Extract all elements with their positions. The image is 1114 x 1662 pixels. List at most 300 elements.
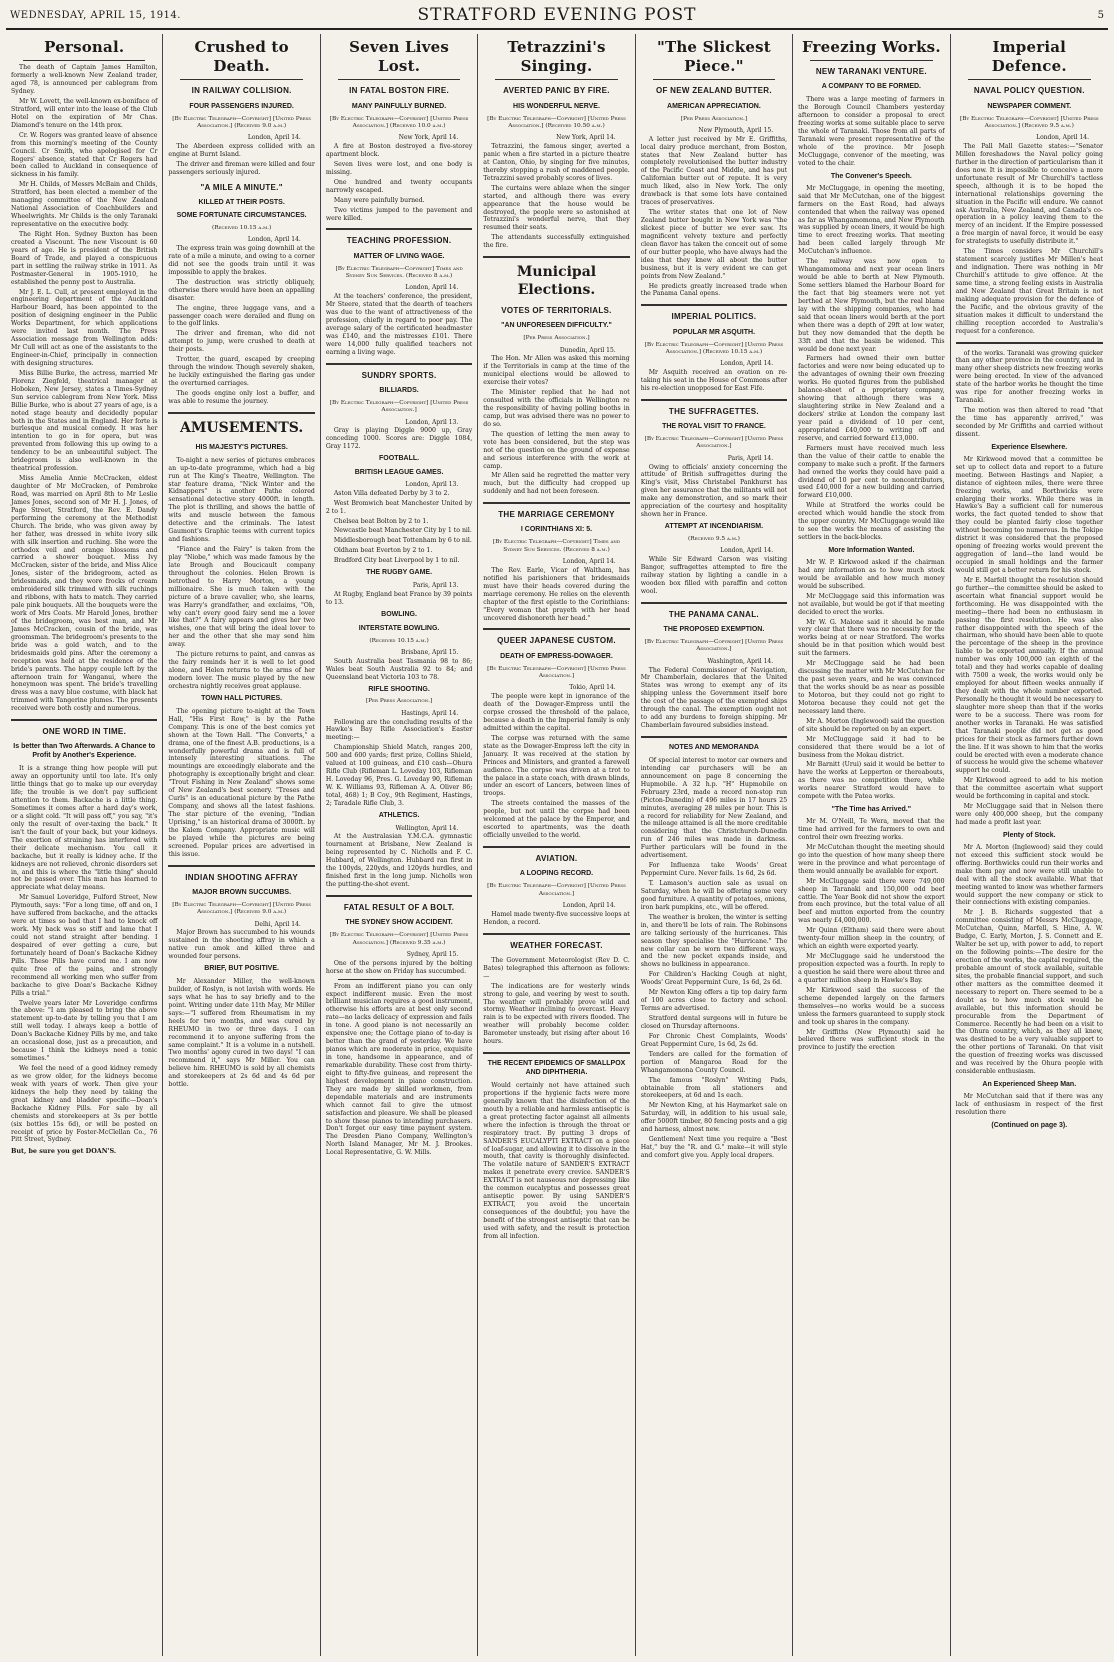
article-paragraph: For Chronic Chest Complaints, Woods' Great Peppermint Cure, 1s 6d, 2s 6d. (640, 1032, 788, 1048)
article-paragraph: The Rev. Earle, Vicar of Waltham, has notified his parishioners that bridesmaids must have their heads covered during the marriage ceremony. He relies on the eleventh chapter of the first epistle to the Corinthians: "Every woman that prayeth with her head uncovered dishonoreth her head." (483, 566, 630, 622)
article-paragraph: Newcastle beat Manchester City by 1 to nil. (333, 527, 472, 535)
imperial-defence-credit: [By Electric Telegraph—Copyright] [United Press Association.] (Received 9.5 a.m.) (959, 115, 1099, 129)
teaching-dateline: London, April 14. (405, 284, 459, 292)
seven-lives-dateline: New York, April 14. (398, 134, 459, 142)
slickest-headline: "The Slickest Piece." (656, 38, 771, 76)
article-paragraph: Mr McCutchan said that if there was any lack of enthusiasm in respect of the first resolution there (955, 1093, 1103, 1116)
bowling-body (326, 658, 472, 682)
more-info-body (798, 559, 944, 801)
brief-positive-head: BRIEF, BUT POSITIVE. (204, 965, 279, 973)
bowling-head: BOWLING. (381, 610, 417, 618)
incendiarism-dateline: London, April 14. (720, 547, 774, 555)
article-paragraph: Owing to officials' anxiety concerning the attitude of British suffragettes during the King's visit, Miss Christabel Pankhurst has given her assurance that the militants will not make any demonstration, and so mark their appreciation of the courtesy and hospitality shown her in France. (640, 463, 788, 519)
divider (23, 60, 145, 61)
queer-custom-credit: [By Electric Telegraph—Copyright] [United Press Association.] (487, 665, 626, 680)
tetrazzini-credit: [By Electric Telegraph—Copyright] [United Press Association.] (Received 10.50 a.m.) (487, 115, 626, 129)
article-paragraph: One of the persons injured by the bolting horse at the show on Friday has succumbed. (325, 959, 473, 975)
municipal-dateline: Dunedin, April 15. (559, 346, 616, 354)
aviation-dateline: London, April 14. (562, 902, 616, 910)
article-paragraph: The curtains were ablaze when the singer started, and although there was every appearance that the house would be destroyed, the people were so astonished at Tetrazzini's wonderful nerve, that they resumed their seats. (483, 184, 630, 232)
article-paragraph: Mr A. Morton (Inglewood) said the question of site should be reported on by an expert. (798, 717, 945, 733)
article-paragraph: The Right Hon. Sydney Buxton has been created a Viscount. The new Viscount is 60 years of age. He is president of the British Board of Trade, and played a conspicuous part in settling the railway strike in 1911. As Postmaster-General in 1905-1910, he established the penny post to Australia. (11, 230, 158, 286)
column-personal (6, 34, 163, 1656)
article-paragraph: Mr Kirkwood moved that a committee be set up to collect data and report to a future meeting. Between Hastings and Napier, a distance of eighteen miles, there were three freezing works, and Borthwicks were enlarging their works. While there was in Hawke's Bay a sufficient call for numerous works, the fact quoted tended to show that they could be planted fairly close together without becoming too numerous. In the Tokipe district it was considered that the proposed opening of freezing works would prevent the aggregation of land—the land would be occupied in small holdings and the farmer would still get a better return for his stock. (955, 455, 1103, 574)
marriage-head: THE MARRIAGE CEREMONY (498, 510, 615, 520)
slickest-subdeck: AMERICAN APPRECIATION. (667, 102, 761, 110)
weather-head: WEATHER FORECAST. (510, 940, 603, 950)
imperial-defence-deck: NAVAL POLICY QUESTION. (973, 86, 1085, 96)
article-paragraph: Mr McCluggage said there were 749,000 sheep in Taranaki and 150,000 odd beef cattle. The Year Book did not show the export from each province, but the total value of all beef and mutton exported from the country was nearly £4,000,000. (798, 877, 945, 925)
divider (11, 719, 157, 721)
crushed-headline: Crushed to Death. (194, 38, 289, 76)
article-paragraph: To-night a new series of pictures embraces an up-to-date programme, which had a big run at The King's Theatre, Wellington. The star feature drama, "Nick Winter and the Kidnappers" is another Pathe colored sensational detective story 4000ft. in length. The plot is thrilling, and shows the battle of wits and muscle between the famous detective and the criminals. The latest Gaumont's Graphic teems with current topics and fashions. (168, 456, 315, 544)
teaching-credit: [By Electric Telegraph—Copyright] Times and Sydney Sun Services. (Received 8 a.m.) (335, 265, 463, 280)
article-paragraph: Mr W. Lovett, the well-known ex-boniface of Stratford, will enter into the lease of the Club Hotel on the expiration of Mr Chas. Diamond's tenure on the 14th prox. (11, 97, 158, 129)
aviation-head: AVIATION. (535, 854, 578, 864)
notes-memoranda-body (641, 757, 787, 1160)
article-paragraph: The Minister replied that he had not consulted with the officials in Wellington re the responsibility of having polling booths in camp, but was advised there was no power to do so. (483, 389, 630, 428)
article-paragraph: The writer states that one lot of New Zealand butter bought in New York was "the slickest piece of butter we ever saw. Its magnificent velvety texture and perfectly clean flavor has taken the conceit out of some of our butter people, who have always had the idea that they knew all about the butter business, but it is very evident we can get points from New Zealand." (640, 209, 788, 280)
divider (483, 628, 629, 630)
freezing-body (798, 96, 944, 167)
article-paragraph: The indications are for westerly winds strong to gale, and veering by west to south. The weather will probably prove wild and stormy. Weather inclining to overcast. Heavy rain is to be expected with rivers flooded. The weather will probably become colder. Barometer unsteady, but rising after about 16 hours. (483, 982, 630, 1046)
article-paragraph: Cr. W. Rogers was granted leave of absence from this morning's meeting of the County Council. Cr Smith, who apologised for Cr Rogers' absence, stated that Cr Rogers had been called to Auckland in consequence of sickness in his family. (11, 131, 158, 179)
doans-ad-headline: ONE WORD IN TIME. (42, 727, 127, 737)
article-paragraph: The express train was going downhill at the rate of a mile a minute, and owing to a corner did not see the goods train until it was impossible to apply the brakes. (168, 245, 315, 276)
divider (495, 79, 617, 80)
fatal-bolt-dateline: Sydney, April 15. (406, 951, 459, 959)
article-paragraph: The driver and fireman were killed and four passengers seriously injured. (168, 160, 315, 176)
time-arrived-head: "The Time has Arrived." (831, 806, 912, 814)
article-paragraph: Miss Amelia Annie McCracken, eldest daughter of Mr McCracken, of Pembroke Road, was married on April 8th to Mr Leslie James Jones, second son of Mr H. J. Jones, of Page Street, Stratford, the Rev. E. Dandy performing the ceremony at the Methodist Church. The bride, who was given away by her father, was dressed in white ivory silk with silk insertion and ruching. She wore the orthodox veil and orange blossoms and carried a shower bouquet. Miss Ivy McCracken, sister of the bride, and Miss Alice Jones, sister of the bridegroom, acted as bridesmaids, and they wore frocks of cream embroidered silk trimmed with silk ruchings and ribbons, with hats to match. They carried pale pink bouquets. All the bouquets were the work of Mrs Coats. Mr Harold Jones, brother of the bridegroom, was best man, and Mr James McCracken, cousin of the bride, was groomsman. The bridegroom's presents to the bride was a gold watch, and to the bridesmaids gold pins. After the ceremony a reception was held at the residence of the bride's parents. The happy couple left by the afternoon train for Wanganui, where the honeymoon was spent. The bride's travelling dress was a navy blue costume, with black hat trimmed with Tangerine plumes. The presents received were both costly and numerous. (11, 475, 158, 713)
time-arrived-body (798, 818, 944, 1052)
suffragettes-head: THE SUFFRAGETTES. (668, 406, 759, 416)
shooting-credit: [By Electric Telegraph—Copyright] [United Press Association.] (Received 9.0 a.m.) (172, 901, 311, 916)
brief-positive-body (168, 978, 314, 1089)
tetrazzini-subdeck: HIS WONDERFUL NERVE. (513, 102, 600, 110)
panama-deck: THE PROPOSED EXEMPTION. (663, 626, 765, 634)
article-paragraph: Trotter, the guard, escaped by creeping through the window. Though severely shaken, he luckily extinguished the flaring gas under the overturned carriages. (168, 356, 315, 388)
article-paragraph: Mr McCluggage said this information was not available, but would be got if that meeting decided to erect the works. (798, 592, 945, 616)
marriage-deck: I CORINTHIANS XI: 5. (520, 526, 593, 534)
page-number: 5 (1097, 10, 1104, 21)
article-paragraph: The opening picture to-night at the Town Hall, "His First Row," is by the Pathe Company. This is one of the best comics yet shown at the Town Hall. "The Converts," a drama, one of the finest A.B. productions, is a wonderfully powerful drama and is full of intensely interesting situations. The mountings are exceedingly elaborate and the photography is exceptionally bright and clear. "Trout Fishing in New Zealand" shows some of New Zealand's best scenery. "Treses and Curls" is an educational picture by the Pathe Company, and shows all the latest fashions. The star picture of the evening, "Indian Uprising," is an historical drama of 3000ft. by the Kalem Company. Appropriate music will be played while the pictures are being screened. Popular prices are advertised in this issue. (168, 707, 315, 858)
experience-elsewhere-body (956, 456, 1103, 827)
article-paragraph: Stratford dental surgeons will in future be closed on Thursday afternoons. (640, 1015, 788, 1030)
marriage-credit: [By Electric Telegraph—Copyright] Times and Sydney Sun Services. (Received 8 a.m.) (492, 539, 621, 553)
municipal-subdeck: "AN UNFORESEEN DIFFICULTY." (501, 322, 612, 330)
slickest-body (641, 136, 787, 299)
suffragettes-body (641, 464, 787, 520)
article-paragraph: The picture returns to paint, and canvas as the fairy reminds her it is well to let good alone, and Helen returns to the arms of her modern lover. The music played by the new orchestra nightly receives great applause. (168, 651, 315, 690)
divider (641, 304, 787, 306)
column-freezing (793, 34, 950, 1656)
freezing-subdeck: A COMPANY TO BE FORMED. (821, 83, 921, 91)
marriage-body (483, 567, 629, 623)
article-paragraph: The attendants successfully extinguished the fire. (483, 234, 630, 250)
marriage-dateline: London, April 14. (562, 558, 616, 566)
article-paragraph: Mr McCluggage said that in Nelson there were only 400,000 sheep, but the company had made a profit last year. (955, 803, 1103, 826)
article-paragraph: The Aberdeen express collided with an engine at Burnt Island. (168, 143, 315, 158)
article-paragraph: of the works. Taranaki was growing quicker than any other province in the country, and in many other sheep districts new freezing works were being erected. In view of the advanced state of the harbor works he thought the time was ripe for another freezing works in Taranaki. (955, 349, 1103, 405)
article-paragraph: The people were kept in ignorance of the death of the Dowager-Empress until the corpse crossed the threshold of the palace, because a death in the Imperial family is only admitted within the capital. (483, 693, 630, 732)
divider (483, 256, 629, 258)
plenty-stock-body (956, 844, 1103, 1076)
panama-dateline: Washington, April 14. (707, 657, 774, 665)
article-paragraph: The engine, three luggage vans, and a passenger coach were derailed and flung on to the golf links. (168, 304, 315, 328)
more-info-head: More Information Wanted. (828, 547, 915, 555)
article-paragraph: Farmers must have received much less than the value of their cattle to enable the company to make such a profit. If the farmers had owned the works they could have paid a dividend of 10 per cent to noncontributors, used £40,000 for a new building and carried forward £10,000. (798, 444, 945, 500)
article-paragraph: Hamel made twenty-five successive loops at Hendon, a record. (483, 910, 630, 926)
sheep-man-head: An Experienced Sheep Man. (982, 1081, 1077, 1089)
seven-lives-body (326, 143, 472, 222)
divider (326, 363, 472, 365)
imperial-defence-dateline: London, April 14. (1036, 134, 1089, 142)
panama-head: THE PANAMA CANAL. (668, 609, 759, 619)
article-paragraph: Of special interest to motor car owners and intending car purchasers will be an announcement on page 8 concerning the Hupmobile. A 32 h.p. "H" Hupmobile on February 23rd, made a record non-stop run (Picton-Dunedin) of 496 miles in 17 hours 25 minutes, averaging 28 miles per hour. This is a record for reliability for New Zealand, and the mileage attained is all the more creditable considering that the Christchurch-Dunedin run of 246 miles was made in darkness. Further particulars will be found in the advertisement. (640, 756, 788, 860)
municipal-deck: VOTES OF TERRITORIALS. (501, 306, 612, 316)
freezing-continued-body (956, 350, 1103, 439)
plenty-stock-head: Plenty of Stock. (1003, 831, 1056, 839)
suffragettes-credit: [By Electric Telegraph—Copyright] [United Press Association.] (644, 436, 784, 450)
athletics-body (326, 833, 472, 889)
suffragettes-dateline: Paris, April 14. (727, 454, 774, 462)
crushed-body (168, 143, 314, 177)
divider (326, 895, 472, 897)
divider (483, 846, 629, 848)
town-hall-head: TOWN HALL PICTURES. (201, 694, 283, 702)
article-paragraph: Mr McCluggage said he had been discussing the matter with Mr McCutchan for the past seven years, and he was convinced that the works should be as near as possible to Motoroa, but they could not go right to Motoroa because they could not get the necessary land there. (798, 660, 945, 715)
incendiarism-body (641, 556, 787, 596)
divider (483, 502, 629, 504)
tetrazzini-body (483, 143, 629, 250)
majesty-pictures-head: HIS MAJESTY'S PICTURES. (195, 443, 288, 451)
imperial-politics-body (641, 369, 787, 393)
rugby-dateline: Paris, April 13. (412, 582, 459, 590)
article-paragraph: Farmers had owned their own butter factories and were now being educated up to the advantages of owning their own freezing works. He quoted figures from the published balance-sheet of a proprietary company, showing that although there was a slaughtering strike in New Zealand and a dockers' strike at London the company last year paid a dividend of 10 per cent, appropriated £40,000 to writing off and reserve, and carried forward £13,000. (798, 355, 945, 442)
imperial-defence-subdeck: NEWSPAPER COMMENT. (987, 102, 1072, 110)
article-paragraph: Mr Griffiths (New Plymouth) said he believed there was sufficient stock in the province to justify the erection (798, 1028, 945, 1052)
fatal-bolt-body (326, 960, 472, 976)
weather-body (483, 957, 629, 1046)
crushed-dateline: London, April 14. (247, 134, 301, 142)
imperial-defence-headline: Imperial Defence. (991, 38, 1067, 76)
amusements-body (168, 457, 314, 691)
rifle-credit: [Per Press Association.] (365, 698, 433, 705)
article-paragraph: Mr McCluggage said he understood the proposition expected was a fourth. In reply to a question he said there were about three and a quarter million sheep in Hawke's Bay. (798, 953, 945, 984)
crushed-credit: [By Electric Telegraph—Copyright] [United Press Association.] (Received 9.0 a.m.) (172, 115, 311, 129)
incendiarism-credit: (Received 9.5 a.m.) (687, 536, 740, 543)
athletics-dateline: Wellington, April 14. (395, 824, 459, 832)
article-paragraph: The driver and fireman, who did not attempt to jump, were crushed to death at their posts. (168, 330, 315, 354)
football-body (326, 490, 472, 566)
article-paragraph: West Bromwich beat Manchester United by 2 to 1. (325, 499, 473, 515)
article-paragraph: Mr E. Marfell thought the resolution should go further—the committee should be asked to ascertain what financial support would be forthcoming. He was disappointed with the meeting—there had been no enthusiasm in passing the first resolution. He was also rather disappointed with the speech of the chairman, who should have been able to quote the percentage of the sheep in the province liable to be exported annually. If the annual number was only 100,000 (an eighth of the total) and they had works capable of dealing with 7500 a week, the works would only be employed for about fifteen weeks annually if they dealt with the whole number exported. Personally he thought it would be necessary to slaughter more sheep than that if the works were to be a success. There was room for another works in Taranaki. He was satisfied that Taranaki people did not get as good prices for their stock as farmers further down the line. If it was shown to him that the works could be erected with even a moderate chance of success he would give the scheme whatever support he could. (955, 576, 1103, 775)
article-paragraph: Seven lives were lost, and one body is missing. (325, 160, 473, 176)
article-paragraph: Major Brown has succumbed to his wounds sustained in the shooting affray in which a native run amok and killed three and wounded four persons. (168, 929, 315, 961)
fatal-bolt-credit: [By Electric Telegraph—Copyright] [United Press Association.] (Received 9.35 a.m.) (329, 932, 469, 946)
municipal-head: Municipal Elections. (516, 264, 597, 299)
article-paragraph: Mr Samuel Loveridge, Fulford Street, New Plymouth, says: "For a long time, off and on, I have suffered from backache, and the attacks were at times so bad that I had to knock off work. My back was so stiff and lame that I could not stand straight after bending. I despaired of ever getting a cure, but fortunately heard of Doan's Backache Kidney Pills. These Pills have cured me. I am now quite free of the pains, and strongly recommend all working men who suffer from backache to give Doan's Backache Kidney Pills a trial." (11, 894, 158, 997)
notes-memoranda-head: NOTES AND MEMORANDA (668, 744, 759, 751)
article-paragraph: While at Stratford the works could be erected which would handle the stock from the upper country. Mr McCluggage would like to see the works the means of assisting the settlers in the back-blocks. (798, 502, 945, 542)
doans-ad-footer: But, be sure you get DOAN'S. (11, 1147, 117, 1156)
article-paragraph: Two victims jumped to the pavement and were killed. (325, 206, 473, 222)
article-paragraph: Mr A. Morton (Inglewood) said they could not exceed this sufficient stock would be offering. Borthwicks could run their works and make them pay and now were still unable to deal with all the stock available. What that meeting wanted to know was whether farmers would support the new company or stick to their connections with existing companies. (955, 843, 1104, 907)
article-paragraph: The weather is broken, the winter is setting in, and there'll be lots of rain. The Robinsons are talking seriously of the hurricanes. This season they specialise the "Hurricane." The new collar can be worn two different ways, and the new pocket expands inside, and shows no bulkiness in appearance. (640, 913, 788, 969)
article-paragraph: He predicts greatly increased trade when the Panama Canal opens. (640, 282, 788, 298)
masthead (6, 4, 1108, 30)
issue-date: WEDNESDAY, APRIL 15, 1914. (10, 10, 181, 21)
bowling-subhead: INTERSTATE BOWLING. (358, 624, 440, 632)
crushed-body-2 (168, 245, 314, 406)
bowling-credit: (Received 10.15 a.m.) (369, 637, 429, 644)
doans-ad-deck: Is better than Two Afterwards. A Chance to Profit by Another's Experience. (13, 743, 156, 760)
rifle-body (326, 719, 472, 808)
piano-ad-body (326, 983, 472, 1158)
article-paragraph: Mr Kirkwood agreed to add to his motion that the committee ascertain what support would be forthcoming in capital and stock. (955, 777, 1103, 801)
municipal-credit: [Per Press Association.] (523, 335, 590, 342)
article-paragraph: The famous "Roslyn" Writing Pads, obtainable from all stationers and storekeepers, at 6d and 1s each. (640, 1076, 788, 1100)
article-paragraph: Mr Allen said he regretted the matter very much, but the difficulty had cropped up suddenly and had not been foreseen. (483, 472, 630, 496)
article-paragraph: The Times considers Mr Churchill's statement scarcely justifies Mr Millen's heat and indignation. There was nothing in Mr Churchill's attitude to give offence. At the same time, a strong feeling exists in Australia and New Zealand that Great Britain is not making adequate provision for the defence of the Pacific, and the obvious gravity of the situation makes it difficult to understand the chilling reception accorded to Australia's request for a conference. (955, 248, 1103, 335)
seven-lives-subdeck: MANY PAINFULLY BURNED. (351, 102, 447, 110)
article-paragraph: Mr Newton King, at his Haymarket sale on Saturday, will, in addition to his usual sale, offer 5000ft timber, 80 fencing posts and a gig and harness, almost new. (640, 1102, 788, 1134)
imperial-politics-deck: POPULAR MR ASQUITH. (672, 328, 756, 336)
column-crushed (163, 34, 320, 1656)
article-paragraph: Twelve years later Mr Loveridge confirms the above: "I am pleased to bring the above statement up-to-date by telling you that I am still well today. I always keep a bottle of Doan's Backache Kidney Pills by me, and take an occasional dose, just as a precaution, and because I think the kidneys need a tonic sometimes." (11, 999, 158, 1063)
article-paragraph: There was a large meeting of farmers in the Borough Council Chambers yesterday afternoon to consider a proposal to erect freezing works at some suitable place to serve the whole of Taranaki. Those from all parts of Taranaki were present representative of the whole of the province. Mr Joseph McCluggage, convenor of the meeting, was voted to the chair. (798, 96, 945, 167)
article-paragraph: Mr W. P. Kirkwood asked if the chairman had any information as to how much stock would be available and how much money would be subscribed. (798, 558, 945, 590)
rugby-head: THE RUGBY GAME. (366, 569, 433, 577)
shooting-head: INDIAN SHOOTING AFFRAY (185, 872, 298, 882)
seven-lives-headline: Seven Lives Lost. (349, 38, 450, 76)
divider (338, 979, 460, 980)
divider (168, 865, 314, 867)
article-paragraph: The goods engine only lost a buffer, and was able to resume the journey. (168, 389, 315, 405)
article-paragraph: The Federal Commissioner of Navigation, Mr Chamberlain, declares that the United States was wrong to exempt any of its shipping unless the Government itself bore the cost of the passage of the exempted ships through the canal. The exemption ought not to add any burdens to foreign shipping. Mr Chamberlain favoured subsidies instead. (640, 666, 788, 730)
article-paragraph: While Sir Edward Carson was visiting Bangor, suffragettes attempted to fire the railway station by lighting a candle in a wooden box filled with paraffin and cotton wool. (640, 556, 788, 595)
article-paragraph: The death of Captain James Hamilton, formerly a well-known New Zealand trader, aged 78, is announced per cablegram from Sydney. (11, 64, 158, 95)
article-paragraph: Middlesborough beat Tottenham by 6 to nil. (333, 537, 472, 545)
article-paragraph: Aston Villa defeated Derby by 3 to 2. (333, 489, 450, 497)
article-paragraph: Mr Quinn (Eltham) said there were about twenty-four million sheep in the country, of which an eighth were exported yearly. (798, 927, 945, 951)
football-dateline: London, April 13. (405, 481, 459, 489)
aviation-credit: [By Electric Telegraph—Copyright] [United Press Association.] (487, 883, 626, 897)
divider (641, 736, 787, 738)
epidemics-body (483, 1082, 629, 1241)
convener-speech-body (798, 185, 944, 542)
article-paragraph: The motion was then altered to read "that the time has apparently arrived," was seconded by Mr Griffiths and carried without dissent. (955, 407, 1103, 438)
tetrazzini-deck: AVERTED PANIC BY FIRE. (503, 86, 610, 96)
incendiarism-head: ATTEMPT AT INCENDIARISM. (664, 523, 764, 531)
epidemics-head: THE RECENT EPIDEMICS OF SMALLPOX AND DIPHTHERIA. (487, 1060, 626, 1077)
divider (810, 60, 932, 61)
article-paragraph: For Influenza take Woods' Great Peppermint Cure. Never fails. 1s 6d, 2s 6d. (640, 862, 788, 878)
bowling-dateline: Brisbane, April 15. (401, 649, 459, 657)
divider (956, 342, 1103, 344)
article-paragraph: For Children's Hacking Cough at night, Woods' Great Peppermint Cure, 1s 6d, 2s 6d. (640, 971, 788, 987)
article-paragraph: Many were painfully burned. (333, 196, 425, 204)
article-paragraph: The question of letting the men away to vote has been considered, but the step was not of the question on the ground of expense and serious interference with the work at camp. (483, 430, 630, 470)
article-paragraph: Following are the concluding results of the Hawke's Bay Rifle Association's Easter meeting:— (325, 718, 473, 742)
divider (338, 79, 460, 80)
article-paragraph: Mr Asquith received an ovation on re-taking his seat in the House of Commons after his re-election unopposed for East Fife. (640, 369, 788, 392)
article-paragraph: The Hon. Mr Allen was asked this morning if the Territorials in camp at the time of the municipal elections would be allowed to exercise their votes? (483, 355, 630, 387)
article-paragraph: Tetrazzini, the famous singer, averted a panic when a fire started in a picture theatre at Canton, Ohio, by singing for five minutes, thereby stopping a rush of maddened people. Tetrazzini saved probably scores of lives. (483, 143, 630, 182)
article-paragraph: Mr Newton King offers a tip top dairy farm of 100 acres close to factory and school. Terms are advertised. (640, 989, 788, 1013)
doans-ad-body (11, 765, 157, 1144)
municipal-body (483, 355, 629, 496)
shooting-deck: MAJOR BROWN SUCCUMBS. (192, 888, 292, 896)
queer-custom-body (483, 693, 629, 840)
divider (641, 602, 787, 604)
personal-body (11, 64, 157, 713)
aviation-body (483, 911, 629, 927)
mile-a-minute-head: "A MILE A MINUTE." (200, 182, 283, 192)
panama-body (641, 667, 787, 731)
divider (968, 79, 1091, 80)
rugby-body (326, 591, 472, 607)
football-subhead: BRITISH LEAGUE GAMES. (354, 469, 444, 477)
article-paragraph: Mr McCluggage said it had to be considered that there would be a lot of business from the Mokau district. (798, 735, 945, 759)
article-paragraph: Mr M. O'Neill, Te Wera, moved that the time had arrived for the farmers to own and control their own freezing works. (798, 818, 945, 841)
article-paragraph: Oldham beat Everton by 2 to 1. (333, 547, 433, 555)
article-paragraph: From an indifferent piano you can only expect indifferent music. Even the most brilliant musician requires a good instrument, otherwise his efforts are at best only second rate—no lacks delicacy of expression and fails in tone. A good piano is not necessarily an expensive one; the Cottage piano of to-day is better than the grand of yesterday. We have pianos which are moderate in price, exquisite in tone, handsome in appearance, and of remarkable durability. These cost from thirty-eight to fifty-five guineas, and represent the highest development in piano construction. They are made by skilled workmen, from dependable materials and are instruments which cannot fail to give the utmost satisfaction and pleasure. We shall be pleased to show these pianos to intending purchasers. Don't forget our easy time payment system. The Dresden Piano Company, Wellington's North Island Manager, Mr M. J. Brookes. Local Representative, G. W. Mills. (325, 982, 473, 1157)
article-paragraph: South Australia beat Tasmania 98 to 86; Wales beat South Australia 92 to 84; and Queensland beat Victoria 103 to 78. (325, 657, 473, 681)
amusements-head: AMUSEMENTS. (180, 419, 304, 436)
tetrazzini-dateline: New York, April 14. (556, 134, 616, 142)
imperial-politics-head: IMPERIAL POLITICS. (671, 312, 757, 322)
article-paragraph: Mr Barnitt (Urui) said it would be better to have the works at Lepperton or thereabouts, as there was no competition there, while works nearer Stratford would have to compete with the Patea works. (798, 761, 945, 801)
imperial-defence-body (956, 143, 1103, 336)
slickest-deck: OF NEW ZEALAND BUTTER. (655, 86, 772, 96)
article-paragraph: Would certainly not have attained such proportions if the hygienic facts were more generally known that the disinfection of the mouth by a reliable and harmless antiseptic is a great protecting factor against all ailments where the infection is through the throat or respiratory tract. By putting 3 drops of SANDER'S EUCALYPTI EXTRACT on a piece of loaf-sugar, and allowing it to dissolve in the mouth, that cavity is thoroughly disinfected. The volatile nature of SANDER'S EXTRACT makes it penetrate every crevice. SANDER'S EXTRACT is not nauseous nor depressing like the common eucalyptus and possesses great antiseptic power. By using SANDER'S EXTRACT, you avoid the uncertain consequences of the doubtful; you have the benefit of the strongest antiseptic that can be used with safety, and the result is protection from all infection. (483, 1082, 630, 1240)
article-paragraph: The railway was now open to Whangamomona and next year ocean liners would be able to berth at New Plymouth. Some settlers blamed the Harbour Board for the fact that big steamers were not yet berthed at New Plymouth, but the real blame lay with the shipping companies, who had said that ocean liners would berth at the port when there was a depth of 29ft at low water, but they now demanded that the depth be 33ft and that the basin be widened. This would be done next year. (798, 258, 945, 353)
column-seven-lives (321, 34, 478, 1656)
article-paragraph: The corpse was returned with the same state as the Dowager-Empress left the city in January. It was received at the station by Princes and Ministers, and granted a farewell audience. The corpse was driven at a trot to the palace in a state coach, with drawn blinds, under an escort of Lancers, between lines of troops. (483, 734, 630, 798)
article-paragraph: Mr J. E. L. Cull, at present employed in the engineering department of the Auckland Harbour Board, has been appointed to the position of designing engineer in the Public Works Department, for which applications were invited last month. The Press Association message from Wellington adds: Mr Cull will act as one of the assistants to the Engineer-in-Chief, principally in connection with designing structures. (11, 288, 158, 367)
freezing-headline: Freezing Works. (801, 38, 941, 56)
panama-credit: [By Electric Telegraph—Copyright] [United Press Association.] (644, 639, 784, 653)
article-paragraph: Mr H. Childs, of Messrs McBain and Childs, Stratford, has been elected a member of the managing committee of the New Zealand National Association of Coachbuilders and Wheelwrights. Mr Childs is the only Taranaki representative on the executive body. (11, 181, 158, 228)
billiards-head: BILLIARDS. (379, 386, 419, 394)
article-paragraph: Mr Kirkwood said the success of the scheme depended largely on the farmers themselves—no works would be a success unless the farmers guaranteed to supply stock and took up shares in the company. (798, 986, 945, 1026)
article-paragraph: The destruction was strictly obliquely, otherwise there would have been an appalling disaster. (168, 278, 315, 302)
crushed-dateline-2: London, April 14. (247, 236, 301, 244)
article-paragraph: It is a strange thing how people will put away an opportunity until too late. It's only little things that go to make up our everyday life; the trouble is we don't pay sufficient attention to them. Backache is a little thing. Sometimes it comes after a hard day's work, or a slight cold. "It will pass off," you say, "it's only the result of over-taxing the back." It isn't the fault of your back, but your kidneys. The exertion of straining has interfered with their delicate mechanism. You call it backache, but it really is kidney ache. If the kidneys are not relieved, chronic disorders set in, and this is where the "little thing" should not be passed over. This man has learned to appreciate what delay means. (11, 765, 158, 892)
column-tetrazzini (478, 34, 635, 1656)
article-paragraph: We feel the need of a good kidney remedy as we grow older, for the kidneys become weak with years of work. Then give your kidneys the help they need by taking the great kidney and bladder specific—Doan's Backache Kidney Pills. For sale by all chemists and storekeepers at 3s per bottle (six bottles 15s 6d), or will be posted on receipt of price by Foster-McClellan Co., 76 Pitt Street, Sydney. (11, 1065, 158, 1144)
shooting-body (168, 929, 314, 961)
billiards-body (326, 427, 472, 451)
freezing-deck: NEW TARANAKI VENTURE. (815, 67, 927, 77)
article-paragraph: The Pall Mall Gazette states:—"Senator Millen foreshadows the Naval policy going further in the direction of particularism than it does now. It is impossible to conceive a more unfortunate result of Mr Churchill's tactless speech, although it is to be hoped the international relationships governing the situation in the Pacific will endure. We cannot ask Australia, New Zealand, and Canada's co-operation in a policy leaving them to the mercy of an incident. If the Empire possessed a free margin of naval force, it would be easy for strategists to usefully distribute it." (955, 143, 1103, 246)
article-paragraph: Mr J. B. Richards suggested that a committee consisting of Messrs McCluggage, McCutchan, Quinn, Marfell, S. Hine, A. W. Budge, C. Early, Morton, J. S. Connett and E. Walter be set up, with power to add, to report on the following points:—The desire for the erection of the works, the capital required, the probable amount of stock available, suitable sites, the probable financial support, and such other matters as the committee deemed it necessary to report on. There seemed to be a doubt as to how much stock would be available, but this information should be procurable from the Department of Commerce. Recently he had been on a visit to the Ohura country, which, as they all knew, was destined to be a very valuable support to the other portions of Taranaki. On that visit the question of freezing works was discussed and was received by the Ohura people with considerable enthusiasm. (955, 909, 1103, 1076)
crushed-deck: IN RAILWAY COLLISION. (191, 86, 292, 96)
rifle-head: RIFLE SHOOTING. (368, 685, 430, 693)
tetrazzini-headline: Tetrazzini's Singing. (507, 38, 606, 76)
slickest-credit: [Per Press Association.] (680, 115, 748, 122)
seven-lives-deck: IN FATAL BOSTON FIRE. (349, 86, 450, 96)
article-paragraph: Tenders are called for the formation of portion of Mangaroa Road for the Whangamomona County Council. (640, 1050, 788, 1074)
convener-speech-head: The Convener's Speech. (830, 172, 912, 180)
killed-at-posts-head: KILLED AT THEIR POSTS. (198, 199, 285, 207)
teaching-body (326, 293, 472, 357)
billiards-credit: [By Electric Telegraph—Copyright] [United Press Association.] (329, 399, 469, 414)
column-imperial-defence (951, 34, 1108, 1656)
town-hall-body (168, 708, 314, 859)
divider (180, 79, 302, 80)
rifle-dateline: Hastings, April 14. (401, 709, 459, 717)
football-head: FOOTBALL. (379, 455, 420, 463)
crushed-credit-2: (Received 10.15 a.m.) (211, 224, 272, 231)
divider (641, 399, 787, 401)
teaching-deck: MATTER OF LIVING WAGE. (353, 252, 445, 260)
article-paragraph: Mr Alexander Miller, the well-known builder, of Roslyn, is not lavish with words. He says what he has to say briefly and to the point. Writing under date 11th May, Mr Miller says:—"I suffered from Rheumatism in my heels for two months, and was cured by RHEUMO in two or three days. I can recommend it to anyone suffering from the same complaint." It is a volume in a nutshell. Two months' agony cured in two days! "I can recommend it," says Mr Miller. You can believe him. RHEUMO is sold by all chemists and storekeepers at 2s 6d and 4s 6d per bottle. (168, 978, 315, 1089)
divider (326, 228, 472, 230)
fatal-bolt-deck: THE SYDNEY SHOW ACCIDENT. (345, 919, 453, 927)
article-paragraph: The Government Meteorologist (Rev D. C. Bates) telegraphed this afternoon as follows:— (483, 956, 630, 980)
article-paragraph: Miss Billie Burke, the actress, married Mr Florenz Ziegfeld, theatrical manager at Hoboken, New Jersey, states a Times-Sydney Sun service cablegram from New York. Miss Billie Burke, who is about 27 years of age, is a noted stage beauty and decidedly popular both in the States and in England. Her forte is burlesque and musical comedy. It was her intention to go in for opera, but was prevented from following this up owing to a tendency to be an unbeautiful subject. The bridegroom is also well-known in the theatrical profession. (11, 369, 158, 473)
divider (168, 412, 314, 414)
article-paragraph: Mr McCluggage, in opening the meeting, said that Mr McCutchan, one of the biggest farmers on the East Road, had always contended that when the railway was opened as far as Whangamomona, and New Plymouth was supplied by ocean liners, it would be high time to erect freezing works. That meeting had been called largely through Mr McCutchan's influence. (798, 184, 945, 256)
continued-note: (Continued on page 3). (991, 1121, 1068, 1129)
article-paragraph: T. Lamason's auction sale as usual on Saturday, when he will be offering some very good furniture. A quantity of potatoes, onions, iron bark pumpkins, etc., will be offered. (640, 880, 788, 911)
fatal-bolt-head: FATAL RESULT OF A BOLT. (343, 903, 455, 913)
queer-custom-deck: DEATH OF EMPRESS-DOWAGER. (500, 652, 613, 660)
article-paragraph: Mr McCutchan thought the meeting should go into the question of how many sheep there were in the province and what percentage of them would annually be available for export. (798, 843, 945, 875)
article-paragraph: Championship Shield Match, ranges 200, 500 and 600 yards; first prize, Collins Shield, valued at 100 guineas, and £10 cash—Ohura Rifle Club (Rifleman L. Loveday 103, Rifleman H. Loveday 96, Pres. G. Loveday 90, Rifleman W. K. Williams 93, Rifleman A. A. Oliver 86; total, 468) 1; B Coy., 9th Regiment, Hastings, 2; Taradale Rifle Club, 3. (325, 744, 473, 807)
athletics-head: ATHLETICS. (378, 811, 420, 819)
article-paragraph: Mr W. G. Malone said it should be made very clear that there was no necessity for the works being at or near Stratford. The works should be in that position which would best suit the farmers. (798, 618, 945, 658)
newspaper-title: STRATFORD EVENING POST (417, 5, 697, 25)
article-paragraph: A letter just received by Mr E. Griffiths, local dairy produce merchant, from Boston, states that New Zealand butter has completely revolutionised the butter industry of the Pacific Coast and Middle, and has put Californian butter out of repute. It is very much liked, also in New York. The only drawback is that some lots have contained traces of preservatives. (640, 135, 788, 207)
article-paragraph: At the Australasian Y.M.C.A. gymnastic tournament at Brisbane, New Zealand is being represented by C. Nicholls and F. C. Hubbard, of Wellington. Hubbard ran first in the 100yds, 220yds, and 120yds hurdles, and finished first in the long jump. Nicholls won the putting-the-shot event. (325, 833, 473, 889)
column-slickest (636, 34, 793, 1656)
crushed-subdeck: FOUR PASSENGERS INJURED. (189, 102, 294, 110)
article-paragraph: A fire at Boston destroyed a five-storey apartment block. (325, 143, 473, 158)
sheep-man-body (956, 1093, 1103, 1117)
imperial-politics-dateline: London, April 14. (720, 360, 774, 368)
article-paragraph: One hundred and twenty occupants narrowly escaped. (325, 178, 473, 194)
personal-headline: Personal. (44, 38, 125, 56)
imperial-politics-credit: [By Electric Telegraph—Copyright] [United Press Association.] (Received 10.15 a.m.) (644, 341, 784, 355)
slickest-dateline: New Plymouth, April 15. (698, 126, 774, 134)
teaching-head: TEACHING PROFESSION. (346, 236, 452, 246)
divider (483, 1052, 629, 1054)
article-paragraph: At the teachers' conference, the president, Mr Steere, stated that the dearth of teachers was due to the want of attractiveness of the profession, chiefly in regard to poor pay. The average salary of the certificated headmaster was £140, and the mistresses £101. There were 14,000 fully qualified teachers not earning a living wage. (325, 293, 473, 356)
sundry-sports-head: SUNDRY SPORTS. (361, 370, 437, 380)
billiards-dateline: London, April 13. (405, 418, 459, 426)
divider (483, 933, 629, 935)
queer-custom-head: QUEER JAPANESE CUSTOM. (497, 636, 616, 646)
newspaper-columns (6, 34, 1108, 1656)
queer-custom-dateline: Tokio, April 14. (569, 684, 616, 692)
shooting-dateline: Delhi, April 14. (254, 920, 301, 928)
aviation-deck: A LOOPING RECORD. (519, 870, 594, 878)
divider (653, 79, 775, 80)
article-paragraph: Bradford City beat Liverpool by 1 to nil. (333, 557, 460, 565)
article-paragraph: "Fiance and the Fairy" is taken from the play "Niobe," which was made famous by the late Brough and Boucicault company throughout the colonies. Helen Brown is betrothed to Harry Morton, a young millionaire. She is much taken with the picture of a brave cavalier, who, she learns, was Harry's grandfather, and exclaims, "Oh, why can't every good fairy send me a lover like that?" A fairy appears and gives her two wishes, one that will bring the ideal lover to her and the other that she may send him away. (168, 546, 315, 649)
suffragettes-deck: THE ROYAL VISIT TO FRANCE. (662, 423, 766, 431)
article-paragraph: Gray is playing Diggle 9000 up, Gray conceding 1000. Scores are: Diggle 1084, Gray 1172. (325, 427, 473, 451)
seven-lives-credit: [By Electric Telegraph—Copyright] [United Press Association.] (Received 10.0 a.m.) (329, 115, 469, 129)
experience-elsewhere-head: Experience Elsewhere. (991, 443, 1068, 451)
article-paragraph: The streets contained the masses of the people, but not until the corpse had been welcomed at the palace by the Emperor, and escorted to apartments, was the death officially unveiled to the world. (483, 800, 630, 840)
article-paragraph: Chelsea beat Bolton by 2 to 1. (333, 517, 429, 525)
fortunate-head: SOME FORTUNATE CIRCUMSTANCES. (176, 211, 307, 219)
